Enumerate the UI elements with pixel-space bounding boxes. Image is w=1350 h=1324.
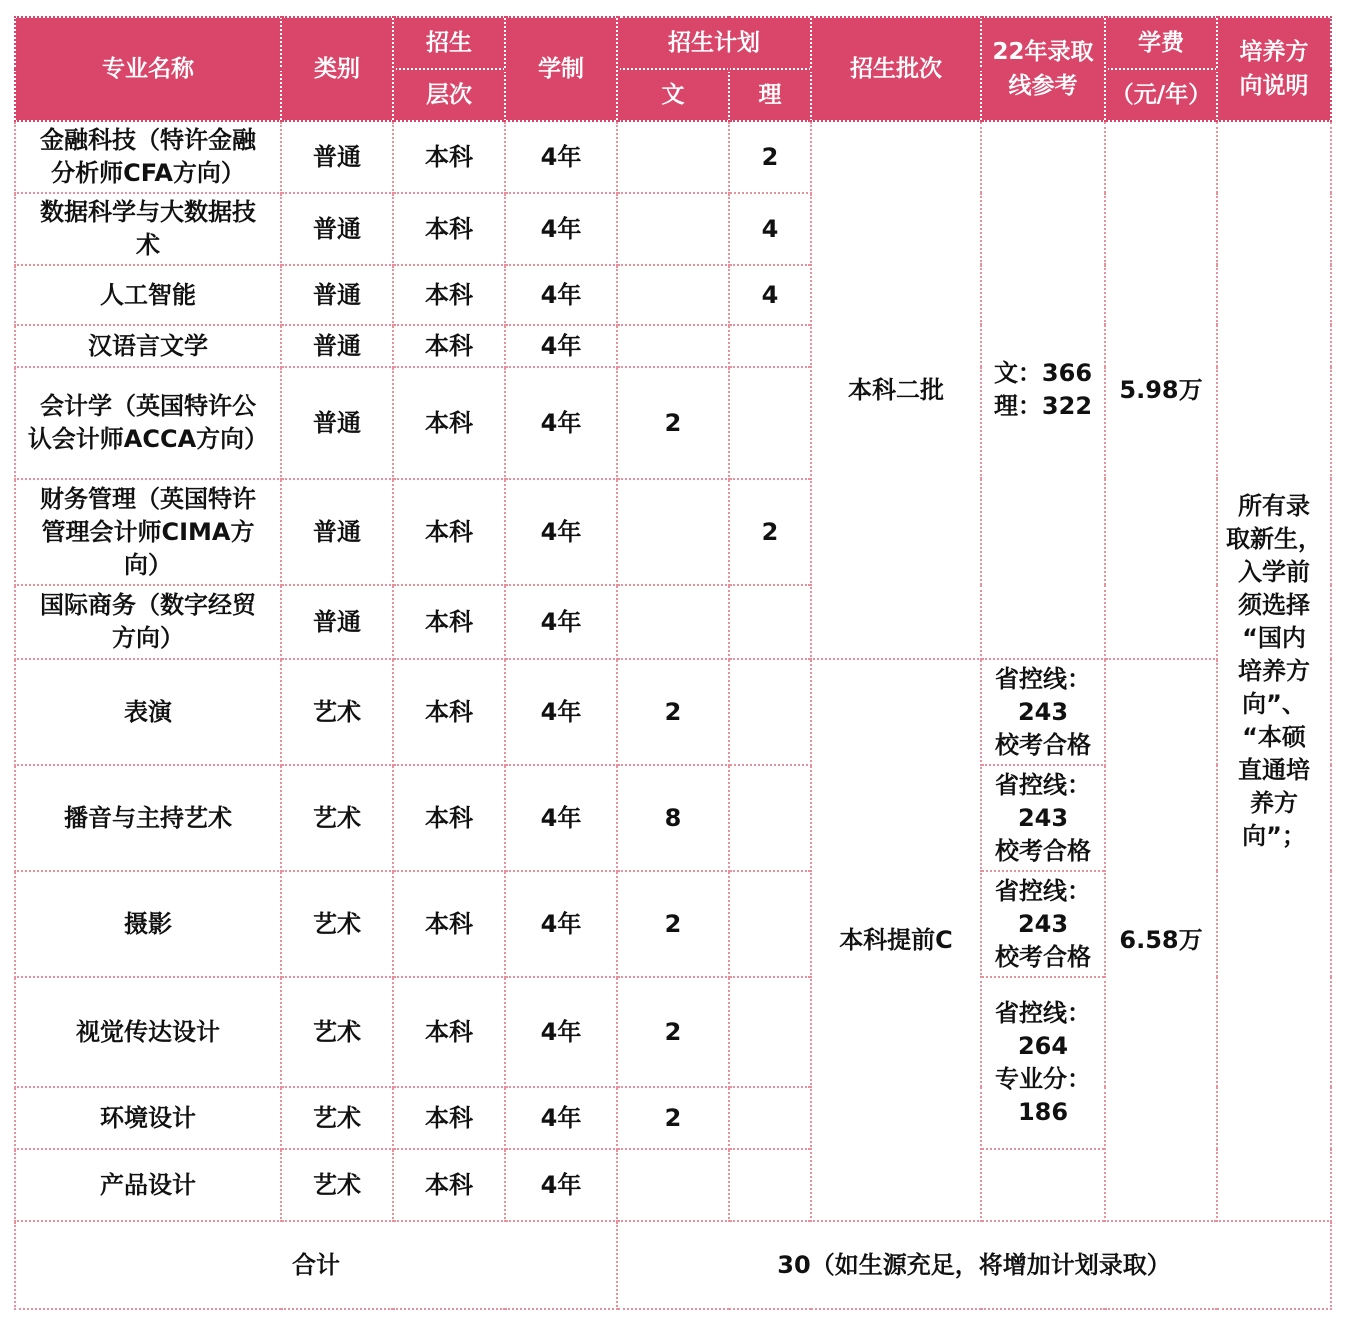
major-name: 数据科学与大数据技 术 — [15, 193, 281, 265]
header-major: 专业名称 — [15, 17, 281, 121]
score-regular: 文：366 理：322 — [981, 121, 1105, 659]
major-name: 人工智能 — [15, 265, 281, 325]
major-name: 摄影 — [15, 871, 281, 977]
header-tuition-1: 学费 — [1105, 17, 1217, 69]
duration-cell: 4年 — [505, 265, 617, 325]
level-cell: 本科 — [393, 193, 505, 265]
duration-cell: 4年 — [505, 871, 617, 977]
plan-arts-cell — [617, 325, 729, 367]
category-cell: 普通 — [281, 265, 393, 325]
major-name: 表演 — [15, 659, 281, 765]
plan-arts-cell — [617, 193, 729, 265]
plan-science-cell — [729, 367, 811, 479]
level-cell: 本科 — [393, 977, 505, 1087]
plan-science-cell — [729, 659, 811, 765]
plan-science-cell — [729, 765, 811, 871]
header-batch: 招生批次 — [811, 17, 981, 121]
plan-arts-cell — [617, 479, 729, 585]
category-cell: 艺术 — [281, 765, 393, 871]
major-name: 财务管理（英国特许 管理会计师CIMA方 向） — [15, 479, 281, 585]
total-label: 合计 — [15, 1221, 617, 1309]
level-cell: 本科 — [393, 659, 505, 765]
category-cell: 普通 — [281, 585, 393, 659]
duration-cell: 4年 — [505, 1087, 617, 1149]
score-design: 省控线： 264 专业分： 186 — [981, 977, 1105, 1149]
level-cell: 本科 — [393, 121, 505, 193]
level-cell: 本科 — [393, 325, 505, 367]
plan-science-cell — [729, 871, 811, 977]
duration-cell: 4年 — [505, 977, 617, 1087]
table-row — [15, 121, 1331, 193]
major-name: 会计学（英国特许公 认会计师ACCA方向） — [15, 367, 281, 479]
level-cell: 本科 — [393, 479, 505, 585]
duration-cell: 4年 — [505, 1149, 617, 1221]
plan-arts-cell: 2 — [617, 367, 729, 479]
duration-cell: 4年 — [505, 659, 617, 765]
duration-cell: 4年 — [505, 325, 617, 367]
level-cell: 本科 — [393, 367, 505, 479]
plan-science-cell — [729, 977, 811, 1087]
table-row — [15, 659, 1331, 765]
batch-art: 本科提前C — [811, 659, 981, 1221]
plan-science-cell — [729, 1087, 811, 1149]
major-name: 汉语言文学 — [15, 325, 281, 367]
plan-science-cell: 4 — [729, 193, 811, 265]
plan-science-cell: 4 — [729, 265, 811, 325]
duration-cell: 4年 — [505, 585, 617, 659]
total-value: 30（如生源充足，将增加计划录取） — [617, 1221, 1331, 1309]
category-cell: 艺术 — [281, 871, 393, 977]
plan-arts-cell: 2 — [617, 659, 729, 765]
duration-cell: 4年 — [505, 367, 617, 479]
category-cell: 普通 — [281, 193, 393, 265]
total-row — [15, 1221, 1331, 1309]
plan-arts-cell: 2 — [617, 977, 729, 1087]
major-name: 产品设计 — [15, 1149, 281, 1221]
plan-science-cell — [729, 325, 811, 367]
plan-science-cell: 2 — [729, 479, 811, 585]
training-note: 所有录 取新生， 入学前 须选择 “国内 培养方 向”、 “本硕 直通培 养方 向”； — [1217, 121, 1331, 1221]
header-level-1: 招生 — [393, 17, 505, 69]
category-cell: 艺术 — [281, 977, 393, 1087]
header-tuition-2: （元/年） — [1105, 69, 1217, 121]
header-plan-arts: 文 — [617, 69, 729, 121]
major-name: 视觉传达设计 — [15, 977, 281, 1087]
duration-cell: 4年 — [505, 193, 617, 265]
major-name: 环境设计 — [15, 1087, 281, 1149]
category-cell: 普通 — [281, 367, 393, 479]
plan-arts-cell — [617, 585, 729, 659]
tuition-regular: 5.98万 — [1105, 121, 1217, 659]
category-cell: 艺术 — [281, 1149, 393, 1221]
score-broadcast: 省控线： 243 校考合格 — [981, 765, 1105, 871]
major-name: 金融科技（特许金融 分析师CFA方向） — [15, 121, 281, 193]
level-cell: 本科 — [393, 265, 505, 325]
category-cell: 艺术 — [281, 1087, 393, 1149]
duration-cell: 4年 — [505, 121, 617, 193]
plan-arts-cell — [617, 265, 729, 325]
plan-science-cell: 2 — [729, 121, 811, 193]
plan-arts-cell — [617, 1149, 729, 1221]
batch-regular: 本科二批 — [811, 121, 981, 659]
plan-arts-cell — [617, 121, 729, 193]
major-name: 播音与主持艺术 — [15, 765, 281, 871]
category-cell: 普通 — [281, 479, 393, 585]
score-photo: 省控线： 243 校考合格 — [981, 871, 1105, 977]
tuition-art: 6.58万 — [1105, 659, 1217, 1221]
category-cell: 普通 — [281, 325, 393, 367]
duration-cell: 4年 — [505, 479, 617, 585]
level-cell: 本科 — [393, 765, 505, 871]
plan-science-cell — [729, 1149, 811, 1221]
duration-cell: 4年 — [505, 765, 617, 871]
header-training: 培养方 向说明 — [1217, 17, 1331, 121]
header-category: 类别 — [281, 17, 393, 121]
plan-science-cell — [729, 585, 811, 659]
category-cell: 普通 — [281, 121, 393, 193]
major-name: 国际商务（数字经贸 方向） — [15, 585, 281, 659]
level-cell: 本科 — [393, 1149, 505, 1221]
header-duration: 学制 — [505, 17, 617, 121]
plan-arts-cell: 2 — [617, 871, 729, 977]
plan-arts-cell: 2 — [617, 1087, 729, 1149]
header-plan: 招生计划 — [617, 17, 811, 69]
level-cell: 本科 — [393, 871, 505, 977]
level-cell: 本科 — [393, 585, 505, 659]
category-cell: 艺术 — [281, 659, 393, 765]
level-cell: 本科 — [393, 1087, 505, 1149]
header-plan-science: 理 — [729, 69, 811, 121]
score-empty — [981, 1149, 1105, 1221]
enrollment-plan-table — [14, 16, 1332, 1310]
plan-arts-cell: 8 — [617, 765, 729, 871]
header-score-ref: 22年录取 线参考 — [981, 17, 1105, 121]
header-level-2: 层次 — [393, 69, 505, 121]
score-performance: 省控线： 243 校考合格 — [981, 659, 1105, 765]
